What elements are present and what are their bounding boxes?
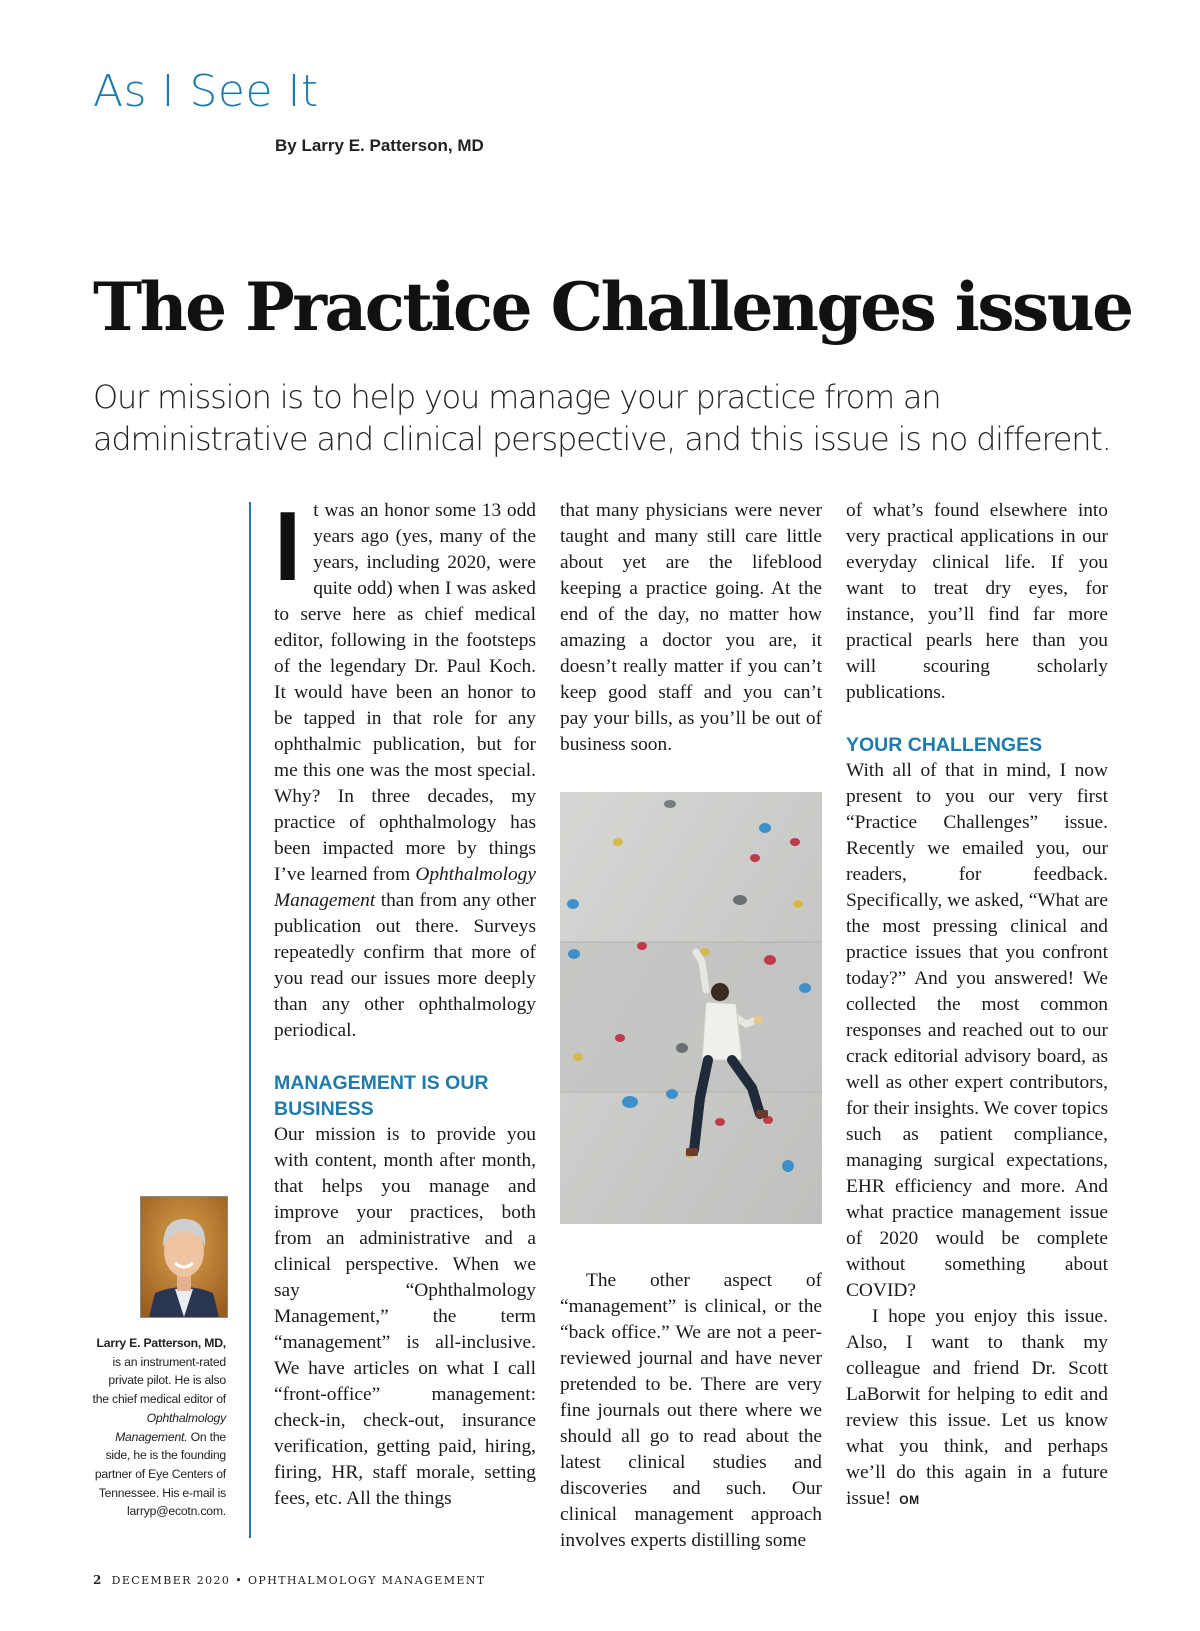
author-portrait [141, 1197, 227, 1317]
bio-text: is an instrument-rated private pilot. He is also the chief medical editor of [92, 1354, 226, 1407]
closing-paragraph [846, 1304, 1108, 1513]
page-footer [93, 1573, 486, 1587]
text-column-2 [560, 498, 822, 1554]
bio-publication: Ophthalmology Management. [115, 1410, 226, 1444]
drop-cap: I [274, 491, 302, 601]
lifeblood-paragraph: that many physicians were never taught and many still care little about yet are the lifeblood keeping a practice going. At the end of the day, no matter how amazing a doctor you are, it doesn’t really matter if you can’t keep good staff and you can’t pay your bills, as you’ll be out of business soon. [560, 500, 822, 755]
climbing-wall-illustration [560, 792, 822, 1224]
intro-text: t was an honor some 13 odd years ago (yes, many of the years, including 2020, were quite odd) when I was asked to serve here as chief medical editor, following in the footsteps of the legendary Dr. Paul Koch. It would have been an honor to be tapped in that role for any ophthalmic publication, but for me this one was the most special. Why? In three decades, my practice of ophthalmology has been impacted more by things I’ve learned from [274, 500, 536, 885]
column-rule [249, 502, 251, 1538]
climber-photo [560, 792, 822, 1224]
article-deck: Our mission is to help you manage your practice from an administrative and clinical perspective, and this issue is no different. [93, 378, 1111, 458]
publication-name: Ophthalmology Management [274, 864, 536, 911]
page-number: 2 [93, 1573, 103, 1587]
bio-text-continued: On the side, he is the founding partner of Eye Centers of Tennessee. His e-mail is larryp@ecotn.com. [94, 1429, 226, 1519]
closing-text: I hope you enjoy this issue. Also, I want to thank my colleague and friend Dr. Scott LaBorwit for helping to edit and review this issue. Let us know what you think, and perhaps we’ll do this again in a future issue! [846, 1306, 1108, 1509]
bio-name: Larry E. Patterson, MD, [96, 1336, 226, 1350]
subhead-management: MANAGEMENT IS OUR BUSINESS [274, 1072, 489, 1120]
practical-paragraph: of what’s found elsewhere into very practical applications in our everyday clinical life. If you want to treat dry eyes, for instance, you’ll find far more practical pearls here than you will scouring scholarly publications. [846, 500, 1108, 703]
intro-text-continued: than from any other publication out there. Surveys repeatedly confirm that more of you read our issues more deeply than any other ophthalmology periodical. [274, 890, 536, 1041]
subhead-challenges: YOUR CHALLENGES [846, 734, 1043, 756]
challenges-paragraph: With all of that in mind, I now present to you our very first “Practice Challenges” issue. Recently we emailed you, our readers, for feedback. Specifically, we asked, “What are the most pressing clinical and practice issues that you confront today?” And you answered! We collected the most common responses and reached out to our crack editorial advisory board, as well as other expert contributors, for their insights. We cover topics such as patient compliance, managing surgical expectations, EHR efficiency and more. And what practice management issue of 2020 would be complete without something about COVID? [846, 760, 1108, 1301]
text-column-3 [846, 498, 1108, 1513]
text-column-1 [274, 491, 536, 1512]
column-name: As I See It [93, 66, 319, 117]
article-headline: The Practice Challenges issue [93, 268, 1132, 346]
intro-paragraph [274, 491, 536, 1044]
back-office-paragraph: The other aspect of “management” is clinical, or the “back office.” We are not a peer-reviewed journal and have never pretended to be. There are very fine journals out there where we should all go to read about the latest clinical studies and discoveries and such. Our clinical management approach involves experts distilling some [560, 1270, 822, 1551]
author-photo [140, 1196, 228, 1318]
end-mark: OM [899, 1493, 920, 1507]
byline: By Larry E. Patterson, MD [275, 136, 484, 155]
author-bio [90, 1334, 226, 1521]
mission-paragraph: Our mission is to provide you with content, month after month, that helps you manage and improve your practices, both from an administrative and a clinical perspective. When we say “Ophthalmology Management,” the term “management” is all-inclusive. We have articles on what I call “front-office” management: check-in, check-out, insurance verification, getting paid, hiring, firing, HR, staff morale, setting fees, etc. All the things [274, 1124, 536, 1509]
footer-text: DECEMBER 2020 • OPHTHALMOLOGY MANAGEMENT [111, 1574, 486, 1587]
